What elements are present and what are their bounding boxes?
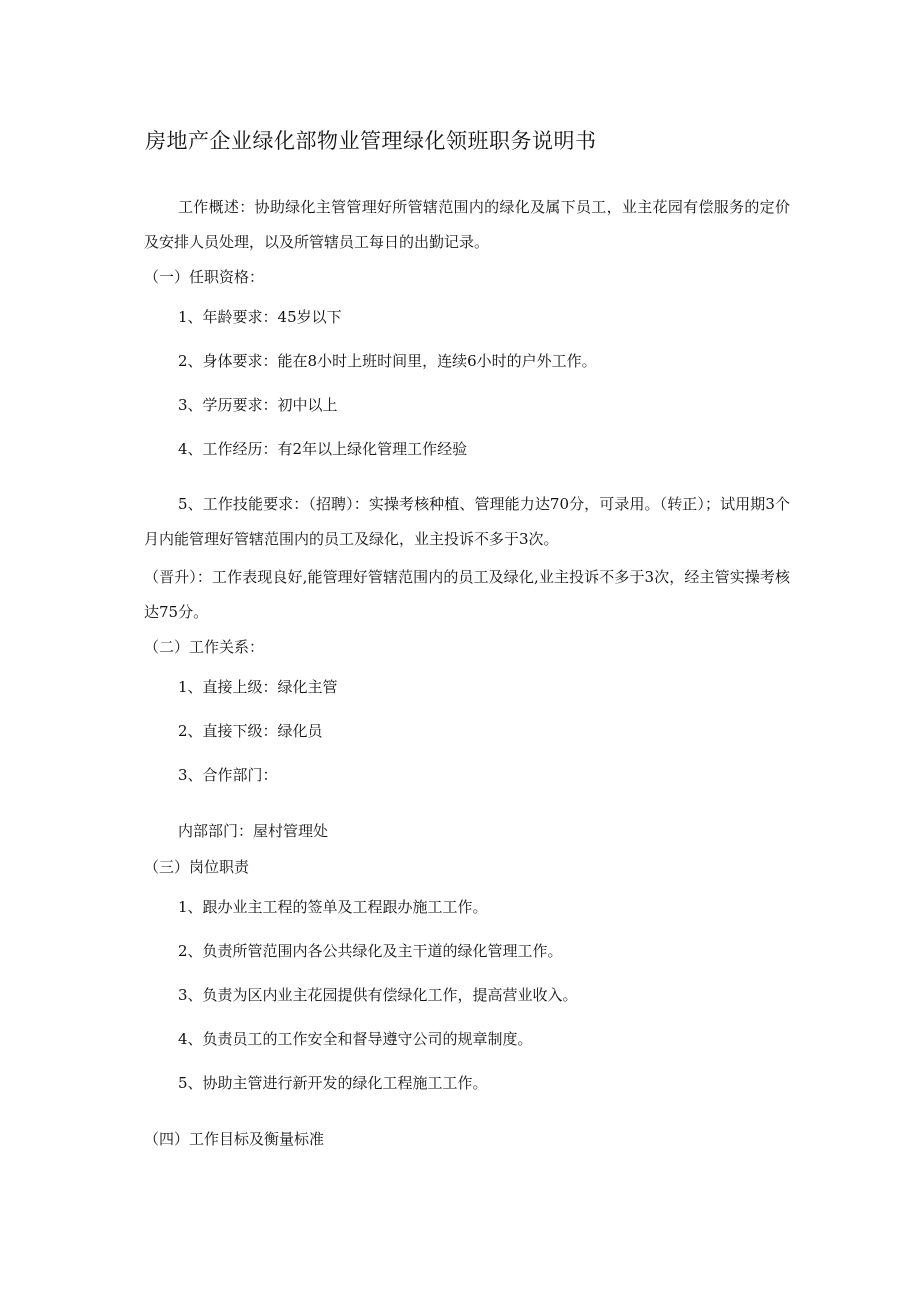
qualification-item: 3、学历要求：初中以上 — [178, 396, 338, 414]
promotion-paragraph: （晋升）：工作表现良好,能管理好管辖范围内的员工及绿化,业主投诉不多于3次，经主管实操考核达75分。 — [144, 568, 790, 621]
section-heading-relations: （二）工作关系： — [144, 638, 265, 656]
duty-item: 1、跟办业主工程的签单及工程跟办施工工作。 — [178, 898, 488, 916]
relation-item: 2、直接下级：绿化员 — [178, 722, 323, 740]
section-heading-duties: （三）岗位职责 — [144, 858, 250, 876]
duty-item: 2、负责所管范围内各公共绿化及主干道的绿化管理工作。 — [178, 942, 563, 960]
duty-item: 5、协助主管进行新开发的绿化工程施工工作。 — [178, 1074, 488, 1092]
qualification-item: 1、年龄要求：45岁以下 — [178, 308, 342, 326]
section-heading-goals: （四）工作目标及衡量标准 — [144, 1130, 325, 1148]
qualification-item: 4、工作经历：有2年以上绿化管理工作经验 — [178, 440, 468, 458]
section-heading-qualifications: （一）任职资格： — [144, 268, 265, 286]
relation-item: 1、直接上级：绿化主管 — [178, 678, 338, 696]
skills-paragraph: 5、工作技能要求：（招聘）：实操考核种植、管理能力达70分，可录用。（转正）；试用期3个月内能管理好管辖范围内的员工及绿化，业主投诉不多于3次。 — [144, 495, 790, 548]
duty-item: 3、负责为区内业主花园提供有偿绿化工作，提高营业收入。 — [178, 986, 578, 1004]
duty-item: 4、负责员工的工作安全和督导遵守公司的规章制度。 — [178, 1030, 533, 1048]
qualification-item: 2、身体要求：能在8小时上班时间里，连续6小时的户外工作。 — [178, 352, 597, 370]
document-title: 房地产企业绿化部物业管理绿化领班职务说明书 — [145, 129, 597, 153]
overview-paragraph: 工作概述：协助绿化主管管理好所管辖范围内的绿化及属下员工，业主花园有偿服务的定价及安排人员处理，以及所管辖员工每日的出勤记录。 — [144, 198, 790, 251]
internal-department: 内部部门：屋村管理处 — [178, 822, 329, 840]
relation-item: 3、合作部门： — [178, 766, 278, 784]
